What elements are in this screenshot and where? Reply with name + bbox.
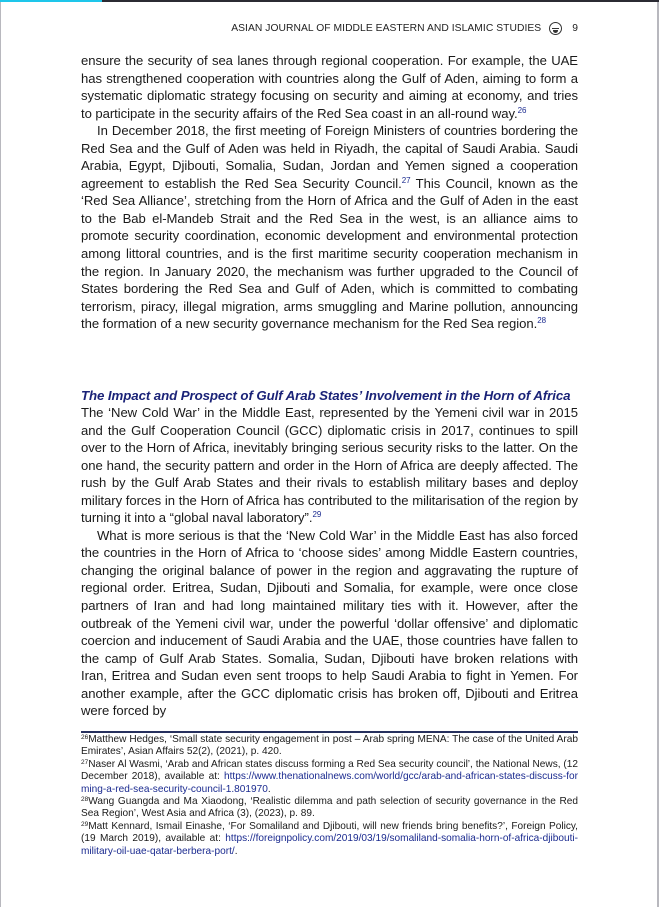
section-heading: The Impact and Prospect of Gulf Arab States’ Involvement in the Horn of Africa bbox=[81, 388, 571, 404]
footnote-number: 28 bbox=[81, 796, 89, 804]
footnote-reference-link[interactable]: 28 bbox=[537, 316, 546, 326]
paragraph-text: ensure the security of sea lanes through regional cooperation. For example, the UAE has strengthened cooperation with countries along the Gulf of Aden, aiming to form a systematic diplomatic strategy focusing on security and aiming at economy, and tries to participate in the security affairs of the Red Sea coast in an all-round way. bbox=[81, 53, 578, 121]
footnote-item bbox=[81, 759, 578, 796]
paragraph-text: The ‘New Cold War’ in the Middle East, represented by the Yemeni civil war in 2015 and the Gulf Cooperation Council (GCC) diplomatic crisis in 2017, continues to spill over to the Horn of Africa, inevitably bringing serious security risks to the latter. On the one hand, the security pattern and order in the Horn of Africa are deeply affected. The rush by the Gulf Arab States and their rivals to establish military bases and deploy military forces in the Horn of Africa has contributed to the militarisation of the region by turning it into a “global naval laboratory”. bbox=[81, 405, 578, 526]
footnote-link[interactable]: https://www.thenationalnews.com/world/gcc/arab-and-african-states-discuss-forming-a-red-sea-security-council-1.801970 bbox=[81, 771, 578, 795]
footnote-text: Matthew Hedges, ‘Small state security engagement in post – Arab spring MENA: The case of the United Arab Emirates’, Asian Affairs 52(2), (2021), p. 420. bbox=[81, 734, 578, 758]
footnote-reference-link[interactable]: 27 bbox=[401, 175, 411, 185]
page-number: 9 bbox=[572, 23, 578, 34]
footnote-text: . bbox=[234, 845, 238, 857]
footnote-reference-link[interactable]: 29 bbox=[312, 510, 322, 520]
footnote-text: Matt Kennard, Ismail Einashe, ‘For Somaliland and Djibouti, will new friends bring benefits?’, Foreign Policy, (19 March 2019), available at: bbox=[81, 820, 578, 845]
body-text bbox=[81, 52, 578, 333]
reading-progress-bar bbox=[0, 0, 102, 2]
footnote-text: Naser Al Wasmi, ‘Arab and African states discuss forming a Red Sea security council’, the National News, (12 December 2018), available at: bbox=[81, 758, 578, 783]
footnote-number: 29 bbox=[81, 820, 89, 828]
journal-title: ASIAN JOURNAL OF MIDDLE EASTERN AND ISLAMIC STUDIES bbox=[231, 23, 542, 34]
paragraph bbox=[81, 404, 578, 527]
footnote-text: Wang Guangda and Ma Xiaodong, ‘Realistic dilemma and path selection of security governance in the Red Sea Region’, West Asia and Africa (3), (2023), p. 89. bbox=[81, 796, 578, 820]
paragraph-text: This Council, known as the ‘Red Sea Alliance’, stretching from the Horn of Africa and the Gulf of Aden in the east to the Bab el-Mandeb Strait and the Red Sea in the west, is an alliance aims to promote security coordination, economic development and environmental protection among littoral countries, and is the first maritime security cooperation mechanism in the region. In January 2020, the mechanism was further upgraded to the Council of States bordering the Red Sea and Gulf of Aden, which is committed to combating terrorism, piracy, illegal migration, arms smuggling and Marine pollution, announcing the formation of a new security governance mechanism for the Red Sea region. bbox=[81, 175, 579, 332]
footnote-reference-link[interactable]: 26 bbox=[517, 105, 527, 115]
footnote-link[interactable]: https://foreignpolicy.com/2019/03/19/somaliland-somalia-horn-of-africa-djibouti-military-oil-uae-qatar-berbera-port/ bbox=[81, 833, 578, 857]
publisher-logo-icon bbox=[549, 22, 562, 35]
footnotes bbox=[81, 734, 578, 858]
paragraph-text: What is more serious is that the ‘New Cold War’ in the Middle East has also forced the countries in the Horn of Africa to ‘choose sides’ among Middle Eastern countries, changing the original balance of power in the region and aggravating the rupture of regional order. Eritrea, Sudan, Djibouti and Somalia, for example, were once close partners of Iran and had long maintained military ties with it. However, after the outbreak of the Yemeni civil war, under the powerful ‘dollar offensive’ and diplomatic coercion and inducement of Saudi Arabia and the UAE, those countries have fallen to the camp of Gulf Arab States. Somalia, Sudan, Djibouti have broken relations with Iran, Eritrea and Sudan even sent troops to help Saudi Arabia to fight in Yemen. For another example, after the GCC diplomatic crisis has broken off, Djibouti and Eritrea were forced by bbox=[81, 527, 578, 719]
paragraph-text: In December 2018, the first meeting of Foreign Ministers of countries bordering the Red Sea and the Gulf of Aden was held in Riyadh, the capital of Saudi Arabia. Saudi Arabia, Egypt, Djibouti, Somalia, Sudan, Jordan and Yemen signed a cooperation agreement to establish the Red Sea Security Council. bbox=[81, 123, 578, 191]
footnote-item bbox=[81, 796, 578, 821]
section-body-text bbox=[81, 404, 578, 720]
footnote-number: 27 bbox=[81, 758, 89, 766]
viewer-left-border bbox=[0, 2, 1, 907]
footnote-text: . bbox=[267, 783, 271, 795]
reading-progress-track bbox=[0, 0, 659, 2]
paragraph bbox=[81, 52, 578, 122]
footnote-item bbox=[81, 821, 578, 858]
footnote-number: 26 bbox=[81, 734, 89, 741]
paragraph bbox=[81, 527, 578, 720]
paragraph bbox=[81, 122, 578, 333]
footnote-item bbox=[81, 734, 578, 759]
footnote-separator bbox=[81, 731, 578, 733]
running-head bbox=[231, 22, 578, 35]
